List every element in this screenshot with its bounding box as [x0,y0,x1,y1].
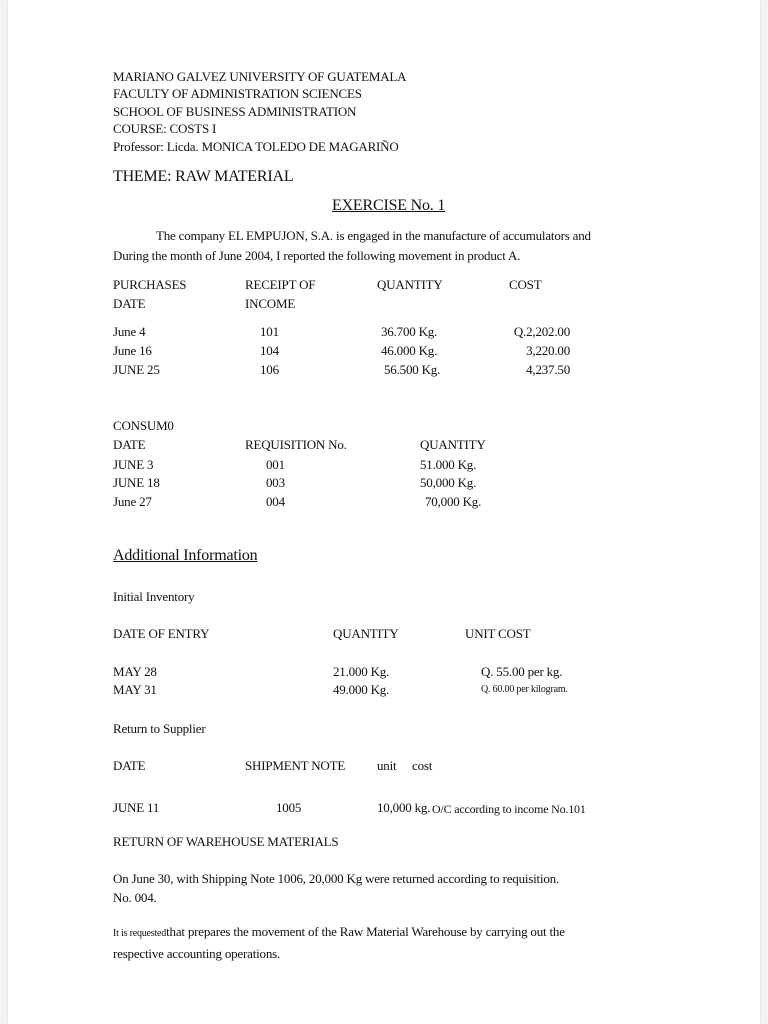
consumption-row-requisition: 001 [266,457,285,472]
purchases-row-cost: Q.2,202.00 [513,324,570,339]
inventory-row-unit-cost: Q. 55.00 per kg. [481,664,563,679]
purchases-row-receipt: 101 [260,324,279,339]
return-header-date: DATE [113,758,146,773]
purchases-header-receipt-l2: INCOME [245,296,296,311]
course-name: COURSE: COSTS I [113,121,217,136]
inventory-row-quantity: 21.000 Kg. [333,664,390,679]
purchases-row-cost: 3,220.00 [526,343,570,358]
consumption-header-date: DATE [113,437,146,452]
inventory-header-date: DATE OF ENTRY [113,626,210,641]
professor-name: Professor: Licda. MONICA TOLEDO DE MAGARIÑO [113,139,399,154]
consumption-row-date: JUNE 3 [113,457,154,472]
initial-inventory-label: Initial Inventory [113,589,195,604]
purchases-header-cost: COST [509,277,542,292]
warehouse-return-line-2: No. 004. [113,890,157,905]
request-line-1-rest: that prepares the movement of the Raw Material Warehouse by carrying out the [166,924,565,939]
inventory-row-date: MAY 31 [113,682,157,697]
purchases-row-receipt: 106 [260,362,279,377]
return-row-shipment: 1005 [276,800,302,815]
purchases-row-date: June 16 [113,343,152,358]
inventory-header-quantity: QUANTITY [333,626,399,641]
consumption-row-requisition: 004 [266,494,285,509]
purchases-row-cost: 4,237.50 [526,362,570,377]
inventory-header-unit-cost: UNIT COST [465,626,531,641]
return-row-quantity: 10,000 kg. [377,800,431,815]
consumption-header-requisition: REQUISITION No. [245,437,347,452]
consumption-row-quantity: 50,000 Kg. [420,475,477,490]
consumption-row-requisition: 003 [266,475,285,490]
purchases-row-receipt: 104 [260,343,279,358]
request-small-text: It is requested [113,928,167,939]
additional-info-title: Additional Information [113,547,258,564]
intro-line-2: During the month of June 2004, I reported the following movement in product A. [113,248,521,263]
return-header-shipment: SHIPMENT NOTE [245,758,346,773]
intro-line-1: The company EL EMPUJON, S.A. is engaged in the manufacture of accumulators and [156,228,591,243]
consumption-title: CONSUM0 [113,418,174,433]
purchases-row-date: JUNE 25 [113,362,160,377]
return-supplier-title: Return to Supplier [113,721,206,736]
return-header-cost: cost [412,758,433,773]
warehouse-return-line-1: On June 30, with Shipping Note 1006, 20,000 Kg were returned according to requisition. [113,871,560,886]
exercise-title: EXERCISE No. 1 [332,197,446,214]
university-name: MARIANO GALVEZ UNIVERSITY OF GUATEMALA [113,69,407,84]
purchases-row-quantity: 56.500 Kg. [384,362,441,377]
request-line-2: respective accounting operations. [113,946,281,961]
purchases-row-date: June 4 [113,324,146,339]
warehouse-return-title: RETURN OF WAREHOUSE MATERIALS [113,834,339,849]
inventory-row-quantity: 49.000 Kg. [333,682,390,697]
purchases-header-quantity: QUANTITY [377,277,443,292]
return-header-unit: unit [377,758,397,773]
return-row-note: O/C according to income No.101 [432,802,586,816]
purchases-header-receipt-l1: RECEIPT OF [245,277,316,292]
purchases-header-date-l2: DATE [113,296,146,311]
return-row-date: JUNE 11 [113,800,160,815]
school-name: SCHOOL OF BUSINESS ADMINISTRATION [113,104,357,119]
purchases-row-quantity: 46.000 Kg. [381,343,438,358]
purchases-header-date-l1: PURCHASES [113,277,187,292]
consumption-row-quantity: 70,000 Kg. [425,494,482,509]
purchases-row-quantity: 36.700 Kg. [381,324,438,339]
consumption-row-date: JUNE 18 [113,475,160,490]
consumption-row-quantity: 51.000 Kg. [420,457,477,472]
consumption-row-date: June 27 [113,494,152,509]
consumption-header-quantity: QUANTITY [420,437,486,452]
document-page [8,0,760,1024]
faculty-name: FACULTY OF ADMINISTRATION SCIENCES [113,86,362,101]
theme-title: THEME: RAW MATERIAL [113,168,294,185]
inventory-row-date: MAY 28 [113,664,157,679]
request-line-1 [113,924,565,940]
inventory-row-unit-cost: Q. 60.00 per kilogram. [481,684,568,695]
